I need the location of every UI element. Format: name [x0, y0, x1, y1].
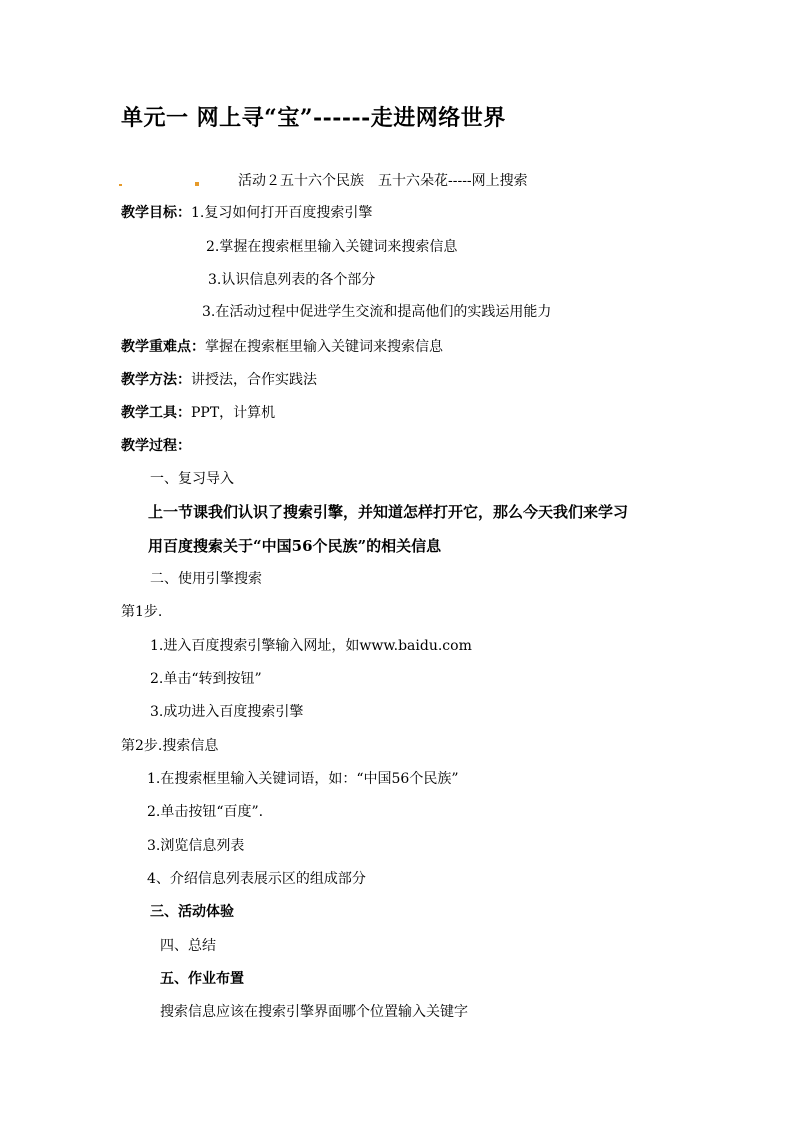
section5-title: 五、作业布置: [160, 971, 244, 987]
document-title: 单元一 网上寻“宝”------走进网络世界: [121, 105, 506, 131]
objectives-label: 教学目标：: [121, 205, 191, 221]
step1-label: 第1步.: [121, 604, 163, 620]
step2-item-3: 3.浏览信息列表: [147, 838, 245, 854]
section1-paragraph-line2: 用百度搜索关于“中国56个民族”的相关信息: [148, 537, 442, 555]
section1-paragraph-line1: 上一节课我们认识了搜索引擎，并知道怎样打开它，那么今天我们来学习: [148, 503, 629, 521]
tools-line: [121, 404, 275, 422]
homework-text: 搜索信息应该在搜索引擎界面哪个位置输入关键字: [160, 1004, 468, 1020]
tools-label: 教学工具：: [121, 405, 191, 421]
key-points-line: [121, 338, 443, 356]
objective-item-4: 3.在活动过程中促进学生交流和提高他们的实践运用能力: [202, 304, 552, 320]
step1-item-1: 1.进入百度搜索引擎输入网址，如www.baidu.com: [150, 638, 472, 654]
key-points-label: 教学重难点：: [121, 339, 205, 355]
step1-item-2: 2.单击“转到按钮”: [150, 671, 262, 687]
methods-line: [121, 371, 317, 389]
methods-text: 讲授法，合作实践法: [191, 372, 317, 388]
step2-item-2: 2.单击按钮“百度”.: [147, 804, 264, 820]
section1-title: 一、复习导入: [150, 471, 234, 487]
tools-text: PPT，计算机: [191, 405, 276, 421]
objectives-line: [121, 204, 372, 222]
step1-item-3: 3.成功进入百度搜索引擎: [150, 704, 304, 720]
methods-label: 教学方法：: [121, 372, 191, 388]
step2-item-4: 4、介绍信息列表展示区的组成部分: [147, 871, 366, 887]
objective-item-3: 3.认识信息列表的各个部分: [208, 272, 376, 288]
section3-title: 三、活动体验: [150, 904, 234, 920]
objective-item-1: 1.复习如何打开百度搜索引擎: [191, 205, 373, 221]
activity-subtitle: 活动２五十六个民族 五十六朵花-----网上搜索: [238, 173, 528, 189]
section4-title: 四、总结: [160, 938, 216, 954]
key-points-text: 掌握在搜索框里输入关键词来搜索信息: [205, 339, 443, 355]
process-label: 教学过程：: [121, 438, 191, 454]
section2-title: 二、使用引擎搜索: [150, 571, 262, 587]
step2-item-1: 1.在搜索框里输入关键词语，如：“中国56个民族”: [147, 771, 459, 787]
decorative-dot-right: [195, 182, 199, 186]
objective-item-2: 2.掌握在搜索框里输入关键词来搜索信息: [206, 239, 458, 255]
step2-label: 第2步.搜索信息: [121, 738, 219, 754]
decorative-dot-left: [119, 184, 122, 186]
